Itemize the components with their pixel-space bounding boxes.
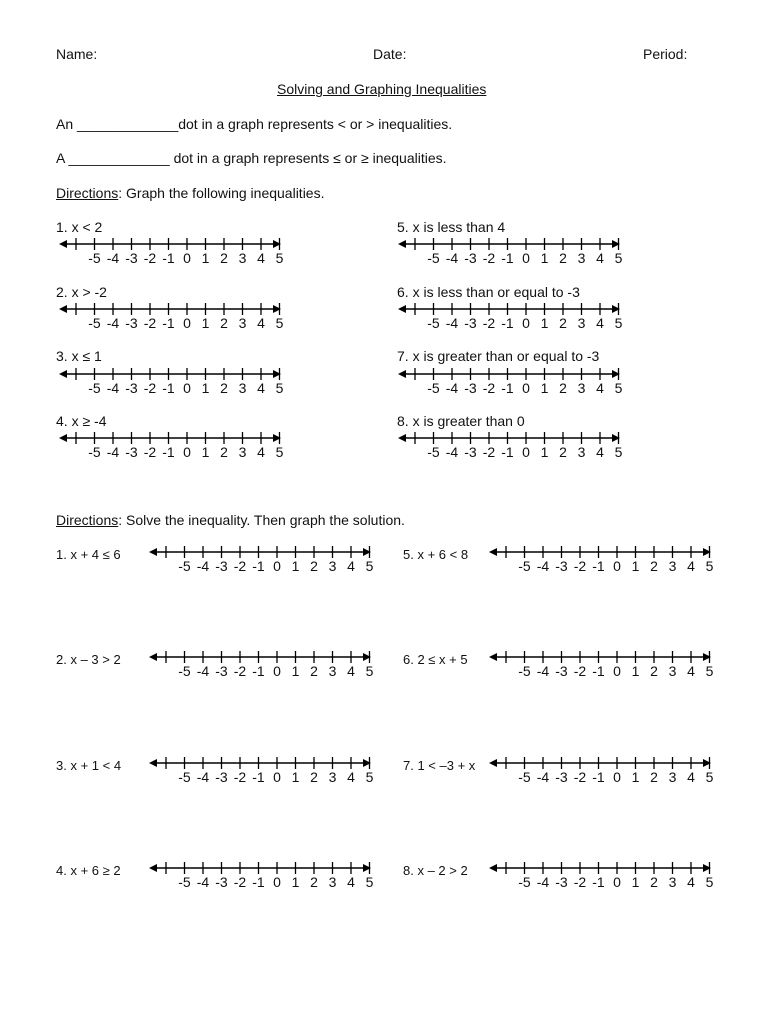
tick-label: 2 — [220, 315, 228, 331]
number-line-graphic — [149, 545, 371, 559]
tick-label: 1 — [540, 250, 549, 266]
tick-label: 3 — [328, 663, 337, 679]
tick-label: 5 — [275, 315, 284, 331]
number-line-graphic — [149, 650, 371, 664]
tick-label: 1 — [631, 874, 640, 890]
tick-label: -4 — [106, 250, 120, 266]
tick-label: 1 — [201, 380, 210, 396]
tick-label: 2 — [220, 444, 228, 460]
number-line[interactable] — [149, 650, 377, 680]
tick-label: -1 — [501, 444, 514, 460]
tick-label: -3 — [215, 769, 228, 785]
tick-label: 5 — [614, 315, 623, 331]
tick-label: 3 — [577, 444, 586, 460]
tick-label: 3 — [668, 874, 677, 890]
left-arrow-icon — [149, 548, 157, 556]
tick-label: 5 — [365, 663, 374, 679]
directions-label: Directions — [56, 185, 119, 201]
tick-label: -1 — [501, 380, 514, 396]
tick-label: 1 — [540, 380, 549, 396]
tick-label: -1 — [592, 558, 605, 574]
number-line[interactable] — [398, 302, 626, 332]
left-arrow-icon — [149, 864, 157, 872]
number-line[interactable] — [149, 756, 377, 786]
tick-label: -5 — [88, 444, 101, 460]
tick-label: 1 — [291, 663, 300, 679]
tick-label: -1 — [162, 444, 175, 460]
tick-label: -4 — [106, 315, 120, 331]
tick-label: 3 — [577, 250, 586, 266]
s1-problem-1: 1. x < 2 — [56, 219, 103, 235]
tick-label: -1 — [592, 663, 605, 679]
tick-label: -3 — [215, 558, 228, 574]
left-arrow-icon — [398, 305, 406, 313]
tick-label: -2 — [233, 769, 247, 785]
s2-problem-3: 3. x + 1 < 4 — [56, 758, 122, 773]
tick-label: -5 — [427, 444, 440, 460]
tick-label: -3 — [215, 874, 228, 890]
tick-label: -3 — [125, 315, 138, 331]
tick-label: 4 — [596, 380, 604, 396]
number-line[interactable] — [489, 756, 717, 786]
tick-label: -4 — [445, 250, 459, 266]
tick-label: 3 — [238, 444, 247, 460]
tick-label: -1 — [501, 250, 514, 266]
tick-label: 0 — [183, 250, 191, 266]
tick-label: 2 — [650, 558, 658, 574]
number-line[interactable] — [489, 545, 717, 575]
directions-label: Directions — [56, 512, 119, 528]
tick-label: 0 — [522, 315, 530, 331]
tick-label: 4 — [347, 663, 355, 679]
tick-label: -1 — [252, 769, 265, 785]
tick-label: -3 — [555, 874, 568, 890]
tick-label: 2 — [310, 558, 318, 574]
tick-label: -4 — [106, 380, 120, 396]
number-line[interactable] — [59, 302, 287, 332]
left-arrow-icon — [59, 370, 67, 378]
tick-label: 4 — [687, 769, 695, 785]
tick-label: -2 — [233, 874, 247, 890]
tick-label: -3 — [125, 250, 138, 266]
directions-text: : Solve the inequality. Then graph the solution. — [118, 512, 405, 528]
tick-label: -1 — [162, 315, 175, 331]
tick-label: -1 — [592, 769, 605, 785]
tick-label: 4 — [687, 663, 695, 679]
tick-label: 3 — [577, 315, 586, 331]
number-line[interactable] — [398, 431, 626, 461]
tick-label: 4 — [257, 315, 265, 331]
tick-label: 4 — [347, 558, 355, 574]
tick-label: -4 — [445, 444, 459, 460]
number-line[interactable] — [489, 650, 717, 680]
tick-label: 4 — [687, 874, 695, 890]
tick-label: -3 — [215, 663, 228, 679]
tick-label: 3 — [668, 663, 677, 679]
left-arrow-icon — [398, 370, 406, 378]
tick-label: 0 — [613, 769, 621, 785]
left-arrow-icon — [489, 653, 497, 661]
tick-label: -2 — [573, 558, 587, 574]
tick-label: 1 — [540, 315, 549, 331]
tick-label: -2 — [482, 250, 496, 266]
number-line-graphic — [149, 756, 371, 770]
tick-label: 5 — [705, 558, 714, 574]
tick-label: -2 — [143, 380, 157, 396]
tick-label: -2 — [573, 874, 587, 890]
tick-label: 5 — [365, 769, 374, 785]
tick-label: 2 — [559, 444, 567, 460]
left-arrow-icon — [489, 759, 497, 767]
number-line[interactable] — [59, 431, 287, 461]
number-line[interactable] — [149, 861, 377, 891]
number-line-graphic — [59, 431, 281, 445]
tick-label: -5 — [88, 315, 101, 331]
tick-label: 4 — [596, 250, 604, 266]
number-line-graphic — [59, 237, 281, 251]
tick-label: -3 — [555, 663, 568, 679]
tick-label: 0 — [522, 250, 530, 266]
tick-label: 3 — [238, 315, 247, 331]
tick-label: 5 — [275, 444, 284, 460]
left-arrow-icon — [59, 434, 67, 442]
tick-label: -4 — [196, 663, 210, 679]
tick-label: -5 — [427, 315, 440, 331]
left-arrow-icon — [489, 864, 497, 872]
tick-label: 5 — [705, 874, 714, 890]
name-label: Name: — [56, 46, 98, 62]
tick-label: 1 — [540, 444, 549, 460]
tick-label: -4 — [445, 315, 459, 331]
tick-label: 0 — [522, 380, 530, 396]
tick-label: 2 — [559, 315, 567, 331]
tick-label: -2 — [482, 315, 496, 331]
tick-label: 1 — [291, 769, 300, 785]
number-line-graphic — [489, 861, 711, 875]
tick-label: -2 — [482, 444, 496, 460]
s1-problem-6: 6. x is less than or equal to -3 — [397, 284, 580, 300]
directions-text: : Graph the following inequalities. — [118, 185, 325, 201]
s1-problem-7: 7. x is greater than or equal to -3 — [397, 348, 600, 364]
tick-label: -2 — [143, 315, 157, 331]
tick-label: 1 — [201, 250, 210, 266]
tick-label: 2 — [310, 769, 318, 785]
tick-label: 5 — [365, 558, 374, 574]
tick-label: 5 — [275, 380, 284, 396]
tick-label: 0 — [183, 380, 191, 396]
tick-label: 5 — [614, 380, 623, 396]
number-line[interactable] — [59, 237, 287, 267]
tick-label: -3 — [464, 444, 477, 460]
tick-label: -2 — [143, 444, 157, 460]
tick-label: -2 — [573, 769, 587, 785]
tick-label: 4 — [596, 444, 604, 460]
tick-label: 1 — [631, 769, 640, 785]
s2-problem-8: 8. x – 2 > 2 — [403, 863, 468, 878]
tick-label: 3 — [328, 769, 337, 785]
number-line-graphic — [149, 861, 371, 875]
left-arrow-icon — [149, 653, 157, 661]
tick-label: 0 — [522, 444, 530, 460]
tick-label: -5 — [178, 874, 191, 890]
left-arrow-icon — [398, 240, 406, 248]
tick-label: -1 — [162, 250, 175, 266]
tick-label: 3 — [668, 769, 677, 785]
tick-label: 2 — [650, 663, 658, 679]
tick-label: -2 — [233, 558, 247, 574]
tick-label: 1 — [201, 444, 210, 460]
number-line-graphic — [398, 431, 620, 445]
fill-in-line-closed-dot: A _____________ dot in a graph represents ≤ or ≥ inequalities. — [56, 150, 447, 166]
number-line[interactable] — [149, 545, 377, 575]
tick-label: 0 — [273, 769, 281, 785]
tick-label: -1 — [252, 663, 265, 679]
tick-label: 3 — [668, 558, 677, 574]
left-arrow-icon — [489, 548, 497, 556]
tick-label: -4 — [196, 874, 210, 890]
number-line-graphic — [398, 302, 620, 316]
number-line-graphic — [489, 545, 711, 559]
tick-label: 2 — [650, 769, 658, 785]
tick-label: 2 — [310, 663, 318, 679]
tick-label: 0 — [273, 663, 281, 679]
tick-label: 5 — [275, 250, 284, 266]
number-line-graphic — [489, 650, 711, 664]
tick-label: 4 — [347, 769, 355, 785]
tick-label: 0 — [273, 558, 281, 574]
tick-label: -5 — [88, 380, 101, 396]
number-line[interactable] — [398, 237, 626, 267]
left-arrow-icon — [149, 759, 157, 767]
tick-label: 0 — [613, 558, 621, 574]
s2-problem-2: 2. x – 3 > 2 — [56, 652, 121, 667]
tick-label: 0 — [183, 444, 191, 460]
tick-label: -5 — [178, 769, 191, 785]
tick-label: 4 — [257, 444, 265, 460]
tick-label: 3 — [328, 874, 337, 890]
tick-label: -5 — [518, 769, 531, 785]
tick-label: 4 — [257, 250, 265, 266]
fill-in-line-open-dot: An _____________dot in a graph represents < or > inequalities. — [56, 116, 453, 132]
s2-problem-6: 6. 2 ≤ x + 5 — [403, 652, 468, 667]
tick-label: -3 — [125, 380, 138, 396]
number-line[interactable] — [489, 861, 717, 891]
tick-label: 3 — [577, 380, 586, 396]
tick-label: -3 — [555, 558, 568, 574]
tick-label: 2 — [220, 380, 228, 396]
number-line-graphic — [398, 237, 620, 251]
tick-label: 5 — [365, 874, 374, 890]
tick-label: 0 — [183, 315, 191, 331]
tick-label: -5 — [178, 663, 191, 679]
tick-label: -1 — [592, 874, 605, 890]
tick-label: 5 — [705, 663, 714, 679]
tick-label: 5 — [614, 444, 623, 460]
tick-label: 3 — [328, 558, 337, 574]
tick-label: 5 — [705, 769, 714, 785]
tick-label: 2 — [559, 250, 567, 266]
s2-problem-7: 7. 1 < –3 + x — [403, 758, 476, 773]
tick-label: 2 — [650, 874, 658, 890]
tick-label: 1 — [631, 558, 640, 574]
tick-label: 4 — [257, 380, 265, 396]
tick-label: -5 — [427, 380, 440, 396]
tick-label: -3 — [464, 380, 477, 396]
tick-label: 4 — [687, 558, 695, 574]
tick-label: -5 — [518, 558, 531, 574]
tick-label: 0 — [613, 663, 621, 679]
tick-label: 1 — [291, 558, 300, 574]
tick-label: -4 — [106, 444, 120, 460]
tick-label: 4 — [347, 874, 355, 890]
tick-label: -4 — [536, 874, 550, 890]
tick-label: -1 — [252, 874, 265, 890]
s1-problem-4: 4. x ≥ -4 — [56, 413, 107, 429]
tick-label: 2 — [559, 380, 567, 396]
tick-label: -1 — [252, 558, 265, 574]
s2-problem-1: 1. x + 4 ≤ 6 — [56, 547, 121, 562]
tick-label: 0 — [273, 874, 281, 890]
tick-label: -4 — [536, 663, 550, 679]
number-line-graphic — [59, 302, 281, 316]
tick-label: -2 — [573, 663, 587, 679]
number-line[interactable] — [398, 367, 626, 397]
s2-problem-4: 4. x + 6 ≥ 2 — [56, 863, 121, 878]
left-arrow-icon — [398, 434, 406, 442]
tick-label: -5 — [88, 250, 101, 266]
tick-label: -4 — [196, 558, 210, 574]
s1-problem-8: 8. x is greater than 0 — [397, 413, 525, 429]
tick-label: 1 — [631, 663, 640, 679]
tick-label: -5 — [518, 663, 531, 679]
tick-label: -4 — [196, 769, 210, 785]
tick-label: 5 — [614, 250, 623, 266]
s1-problem-2: 2. x > -2 — [56, 284, 107, 300]
tick-label: -4 — [445, 380, 459, 396]
tick-label: 3 — [238, 380, 247, 396]
number-line[interactable] — [59, 367, 287, 397]
left-arrow-icon — [59, 240, 67, 248]
page-title: Solving and Graphing Inequalities — [277, 81, 487, 97]
tick-label: -3 — [464, 250, 477, 266]
tick-label: -2 — [143, 250, 157, 266]
tick-label: -3 — [125, 444, 138, 460]
tick-label: -1 — [162, 380, 175, 396]
tick-label: 2 — [310, 874, 318, 890]
tick-label: -5 — [427, 250, 440, 266]
tick-label: -3 — [464, 315, 477, 331]
section2-directions — [56, 512, 405, 528]
left-arrow-icon — [59, 305, 67, 313]
tick-label: -5 — [178, 558, 191, 574]
date-label: Date: — [373, 46, 407, 62]
tick-label: -4 — [536, 558, 550, 574]
tick-label: 2 — [220, 250, 228, 266]
tick-label: 1 — [201, 315, 210, 331]
number-line-graphic — [398, 367, 620, 381]
tick-label: -2 — [233, 663, 247, 679]
period-label: Period: — [643, 46, 688, 62]
tick-label: -5 — [518, 874, 531, 890]
tick-label: -3 — [555, 769, 568, 785]
s1-problem-3: 3. x ≤ 1 — [56, 348, 102, 364]
tick-label: -4 — [536, 769, 550, 785]
s1-problem-5: 5. x is less than 4 — [397, 219, 506, 235]
tick-label: 4 — [596, 315, 604, 331]
number-line-graphic — [59, 367, 281, 381]
section1-directions — [56, 185, 324, 201]
tick-label: -2 — [482, 380, 496, 396]
tick-label: 1 — [291, 874, 300, 890]
tick-label: 0 — [613, 874, 621, 890]
tick-label: 3 — [238, 250, 247, 266]
s2-problem-5: 5. x + 6 < 8 — [403, 547, 469, 562]
number-line-graphic — [489, 756, 711, 770]
tick-label: -1 — [501, 315, 514, 331]
